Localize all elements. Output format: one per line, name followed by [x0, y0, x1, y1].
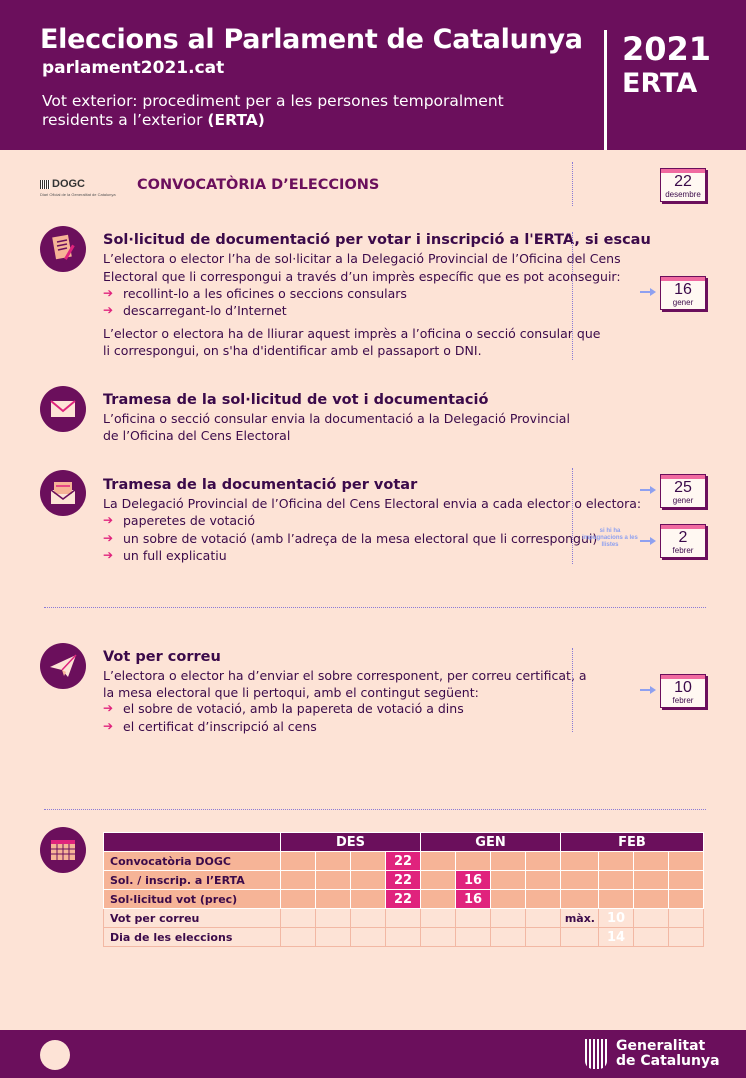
section-text: L’oficina o secció consular envia la documentació a la Delegació Provincial [103, 411, 570, 426]
date-cell: 10 [599, 909, 634, 928]
table-row [104, 909, 704, 928]
dogc-logo-text: DOGC [52, 178, 85, 190]
cal-month: febrer [672, 696, 694, 705]
site-link[interactable]: parlament2021.cat [42, 58, 225, 78]
dotted-divider [572, 162, 573, 206]
calendar-icon [660, 674, 706, 708]
cal-month: gener [672, 496, 694, 505]
bullet-item: ➔ un sobre de votació (amb l’adreça de la mesa electoral que li correspongui) [103, 530, 597, 547]
cal-day: 10 [674, 679, 692, 696]
row-label: Sol. / inscrip. a l’ERTA [104, 871, 281, 890]
bullet-item: ➔ recollint-lo a les oficines o seccions consulars [103, 285, 407, 302]
section-text: L’electora o elector l’ha de sol·licitar a la Delegació Provincial de l’Oficina del Cens [103, 251, 621, 266]
convocatoria-title: CONVOCATÒRIA D’ELECCIONS [137, 177, 380, 193]
generalitat-logo-text: Generalitat de Catalunya [616, 1038, 720, 1069]
dotted-divider [572, 648, 573, 732]
table-row [104, 890, 704, 909]
cal-day: 16 [674, 281, 692, 298]
month-header: DES [281, 833, 421, 852]
section-text: Electoral que li correspongui a través d’un imprès específic que es pot aconseguir: [103, 269, 621, 284]
date-cell: 16 [456, 871, 491, 890]
bullet-item: ➔ el sobre de votació, amb la papereta de votació a dins [103, 700, 464, 717]
form-icon [40, 226, 86, 272]
dogc-logo-subtext: Diari Oficial de la Generalitat de Catalunya [40, 192, 116, 197]
cal-day: 22 [674, 173, 692, 190]
arrow-icon [640, 689, 654, 691]
arrow-icon [640, 540, 654, 542]
dotted-separator [44, 809, 706, 810]
footer [0, 1030, 746, 1078]
date-cell: 22 [386, 852, 421, 871]
subtitle-bold: (ERTA) [207, 111, 265, 129]
table-row [104, 871, 704, 890]
cal-month: gener [672, 298, 694, 307]
cal-month: desembre [665, 190, 701, 199]
calendar-icon [660, 474, 706, 508]
table-row [104, 852, 704, 871]
dotted-divider [572, 232, 573, 360]
row-label: Vot per correu [104, 909, 281, 928]
erta-label: ERTA [622, 68, 698, 99]
page-title: Eleccions al Parlament de Catalunya [40, 24, 583, 55]
dogc-icon [40, 180, 50, 189]
calendar-icon [660, 168, 706, 202]
section-text: L’electora o elector ha d’enviar el sobre corresponent, per correu certificat, a [103, 668, 587, 683]
bullet-item: ➔ paperetes de votació [103, 512, 255, 529]
schedule-table [103, 832, 704, 947]
section-text: La Delegació Provincial de l’Oficina del Cens Electoral envia a cada elector o electora: [103, 496, 642, 511]
row-label: Sol·licitud vot (prec) [104, 890, 281, 909]
paper-plane-icon [40, 643, 86, 689]
row-label: Convocatòria DOGC [104, 852, 281, 871]
arrow-icon [640, 489, 654, 491]
header [0, 0, 746, 150]
section-text: li correspongui, on s'ha d'identificar amb el passaport o DNI. [103, 343, 482, 358]
subtitle-text: Vot exterior: procediment per a les persones temporalment residents a l’exterior [42, 92, 504, 129]
section-title: Sol·licitud de documentació per votar i inscripció a l'ERTA, si escau [103, 232, 651, 248]
generalitat-logo-icon [585, 1039, 607, 1069]
max-label: màx. [561, 909, 599, 928]
open-envelope-icon [40, 470, 86, 516]
date-cell: 14 [599, 928, 634, 947]
calendar-icon [660, 524, 706, 558]
date-cell: 22 [386, 890, 421, 909]
dotted-separator [44, 607, 706, 608]
date-cell: 22 [386, 871, 421, 890]
envelope-icon [40, 386, 86, 432]
row-label: Dia de les eleccions [104, 928, 281, 947]
dotted-divider [572, 468, 573, 564]
section-text: L’elector o electora ha de lliurar aquest imprès a l’oficina o secció consular que [103, 326, 601, 341]
calendar-icon [660, 276, 706, 310]
impugnacions-note: si hi ha impugnacions a les llistes [582, 528, 638, 548]
table-row [104, 928, 704, 947]
cal-day: 2 [678, 529, 688, 546]
section-title: Tramesa de la documentació per votar [103, 477, 418, 493]
section-text: la mesa electoral que li pertoqui, amb el contingut següent: [103, 685, 479, 700]
calendar-grid-icon [40, 827, 86, 873]
section-title: Tramesa de la sol·licitud de vot i documentació [103, 392, 489, 408]
month-header: FEB [561, 833, 704, 852]
table-header-row [104, 833, 704, 852]
bullet-item: ➔ un full explicatiu [103, 547, 227, 564]
page-subtitle [42, 92, 562, 130]
date-cell: 16 [456, 890, 491, 909]
cal-month: febrer [672, 546, 694, 555]
footer-circle [40, 1040, 70, 1070]
year-label: 2021 [622, 30, 712, 68]
dogc-logo [40, 178, 116, 197]
bullet-item: ➔ descarregant-lo d’Internet [103, 302, 287, 319]
cal-day: 25 [674, 479, 692, 496]
section-title: Vot per correu [103, 649, 221, 665]
bullet-item: ➔ el certificat d’inscripció al cens [103, 718, 317, 735]
month-header: GEN [421, 833, 561, 852]
arrow-icon [640, 291, 654, 293]
section-text: de l’Oficina del Cens Electoral [103, 428, 291, 443]
header-divider [604, 30, 607, 150]
